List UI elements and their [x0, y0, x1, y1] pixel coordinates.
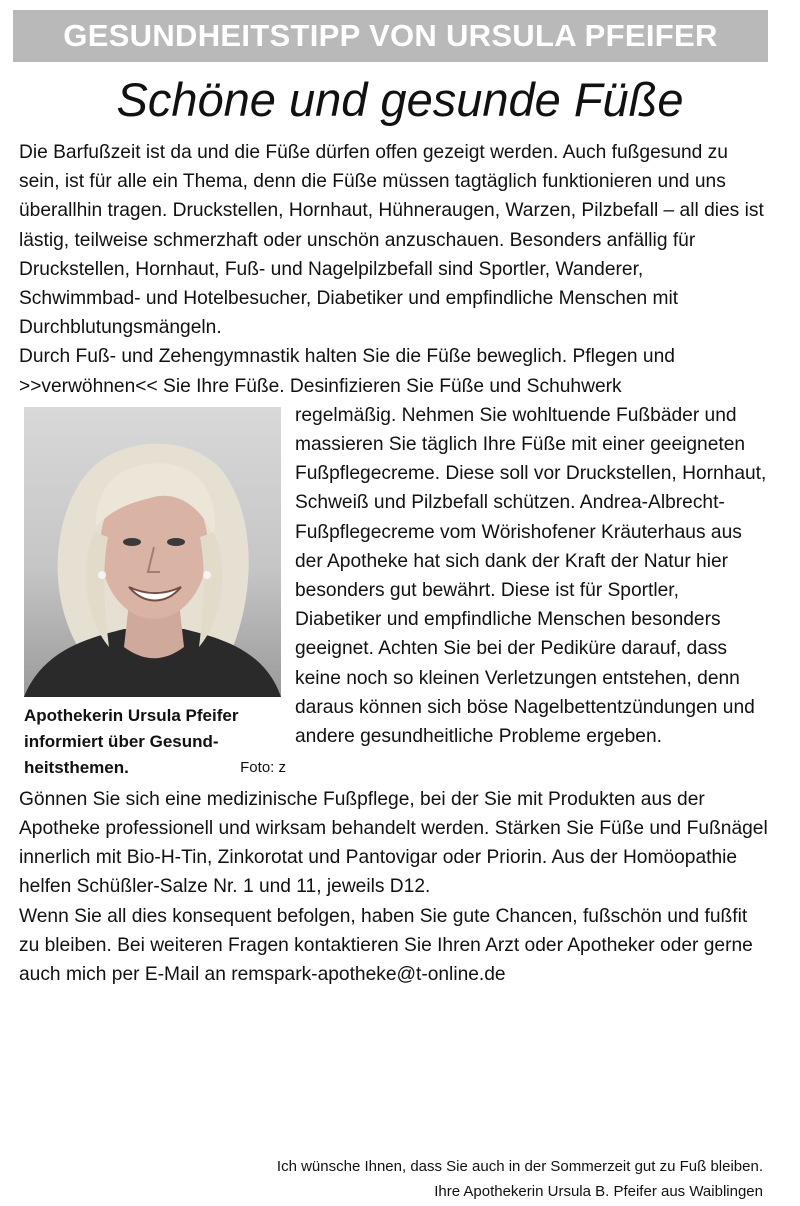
signoff	[277, 1154, 763, 1204]
paragraph-1: Die Barfußzeit ist da und die Füße dürfen offen gezeigt werden. Auch fußgesund zu sein, ist für alle ein Thema, denn die Füße müssen tagtäglich funktionieren und uns überallhin tragen. Druckstellen, Hornhaut, Hühneraugen, Warzen, Pilzbefall – all dies ist lästig, teilweise schmerzhaft oder unschön anzuschauen. Besonders anfällig für Druckstellen, Hornhaut, Fuß- und Nagelpilzbefall sind Sportler, Wanderer, Schwimmbad- und Hotelbesucher, Diabetiker und empfindliche Menschen mit Durchblutungsmängeln.	[19, 142, 764, 339]
photo-credit: Foto: z	[240, 758, 286, 776]
portrait-illustration	[24, 407, 281, 697]
signoff-line-1: Ich wünsche Ihnen, dass Sie auch in der Sommerzeit gut zu Fuß bleiben.	[276, 1158, 763, 1175]
photo-caption	[24, 703, 286, 781]
portrait-figure	[19, 407, 291, 781]
paragraph-2-rest: regelmäßig. Nehmen Sie wohltuende Fußbäder und massieren Sie täglich Ihre Füße mit einer geeigneten Fußpflegecreme. Diese soll vor Druckstellen, Hornhaut, Schweiß und Pilzbefall schützen. Andrea-Albrecht-Fußpflegecreme vom Wörishofener Kräuterhaus aus der Apotheke hat sich dank der Kraft der Natur hier besonders gut bewährt. Diese ist für Sportler, Diabetiker und empfindliche Menschen besonders geeignet. Achten Sie bei der Pediküre darauf, dass keine noch so kleinen Verletzungen entstehen, denn daraus können sich böse Nagelbettentzündungen und andere gesundheitliche Probleme ergeben.	[295, 404, 767, 748]
paragraph-4: Wenn Sie all dies konsequent befolgen, haben Sie gute Chancen, fußschön und fußfit zu bleiben. Bei weiteren Fragen kontaktieren Sie Ihren Arzt oder Apotheker oder gerne auch mich per E-Mail an remspark-apotheke@t-online.de	[19, 905, 753, 986]
paragraph-2-start: Durch Fuß- und Zehengymnastik halten Sie die Füße beweglich. Pflegen und >>verwöhnen<< Sie Ihre Füße. Desinfizieren Sie Füße und Schuhwerk	[19, 346, 675, 397]
banner-text: GESUNDHEITSTIPP VON URSULA PFEIFER	[63, 18, 718, 53]
article-body	[19, 138, 769, 989]
paragraph-3: Gönnen Sie sich eine medizinische Fußpflege, bei der Sie mit Produkten aus der Apotheke professionell und wirksam behandelt werden. Stärken Sie Füße und Fußnägel innerlich mit Bio-H-Tin, Zinkorotat und Pantovigar oder Priorin. Aus der Homöopathie helfen Schüßler-Salze Nr. 1 und 11, jeweils D12.	[19, 788, 768, 898]
signoff-line-2: Ihre Apothekerin Ursula B. Pfeifer aus Waiblingen	[434, 1183, 763, 1200]
header-banner	[13, 10, 768, 62]
article-title: Schöne und gesunde Füße	[116, 73, 684, 126]
caption-text: Apothekerin Ursula Pfeifer informiert über Gesundheitsthemen.	[24, 705, 239, 777]
portrait-photo	[24, 407, 281, 697]
